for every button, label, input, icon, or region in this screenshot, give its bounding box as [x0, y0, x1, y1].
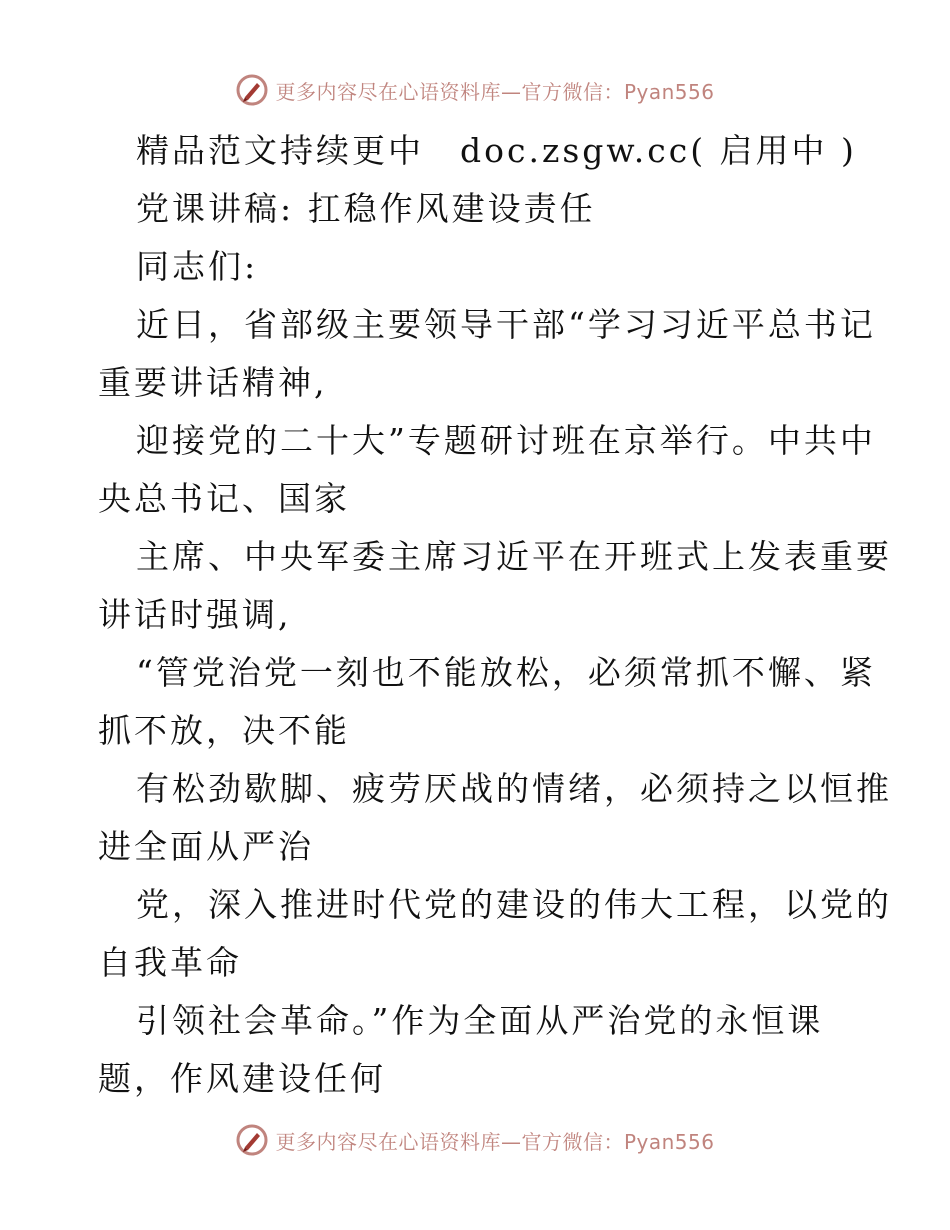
footer-banner-text: 更多内容尽在心语资料库—官方微信：Pyan556 [275, 1129, 715, 1154]
footer-banner [0, 1120, 950, 1160]
pen-circle-logo-icon [235, 73, 269, 107]
doc-line: 近日，省部级主要领导干部“学习习近平总书记 [136, 305, 876, 344]
doc-line: 抓不放，决不能 [98, 711, 350, 750]
doc-line: 题，作风建设任何 [98, 1059, 386, 1098]
doc-line: 精品范文持续更中 doc.zsgw.cc( 启用中 ) [136, 131, 857, 170]
doc-line: 引领社会革命。”作为全面从严治党的永恒课 [136, 1001, 824, 1040]
doc-title: 党课讲稿: 扛稳作风建设责任 [136, 189, 596, 228]
doc-line: 有松劲歇脚、疲劳厌战的情绪，必须持之以恒推 [136, 769, 892, 808]
doc-line: 党，深入推进时代党的建设的伟大工程，以党的 [136, 885, 892, 924]
doc-line: “管党治党一刻也不能放松，必须常抓不懈、紧 [136, 653, 876, 692]
doc-line: 主席、中央军委主席习近平在开班式上发表重要 [136, 537, 892, 576]
doc-line: 讲话时强调, [98, 595, 292, 634]
doc-line: 自我革命 [98, 943, 242, 982]
header-banner [0, 70, 950, 110]
doc-line: 央总书记、国家 [98, 479, 350, 518]
document-body [98, 122, 892, 1108]
doc-line: 迎接党的二十大”专题研讨班在京举行。中共中 [136, 421, 876, 460]
doc-line: 重要讲话精神, [98, 363, 328, 402]
pen-circle-logo-icon [235, 1123, 269, 1157]
doc-line: 同志们: [136, 247, 259, 286]
header-banner-text: 更多内容尽在心语资料库—官方微信：Pyan556 [275, 79, 715, 104]
doc-line: 进全面从严治 [98, 827, 314, 866]
